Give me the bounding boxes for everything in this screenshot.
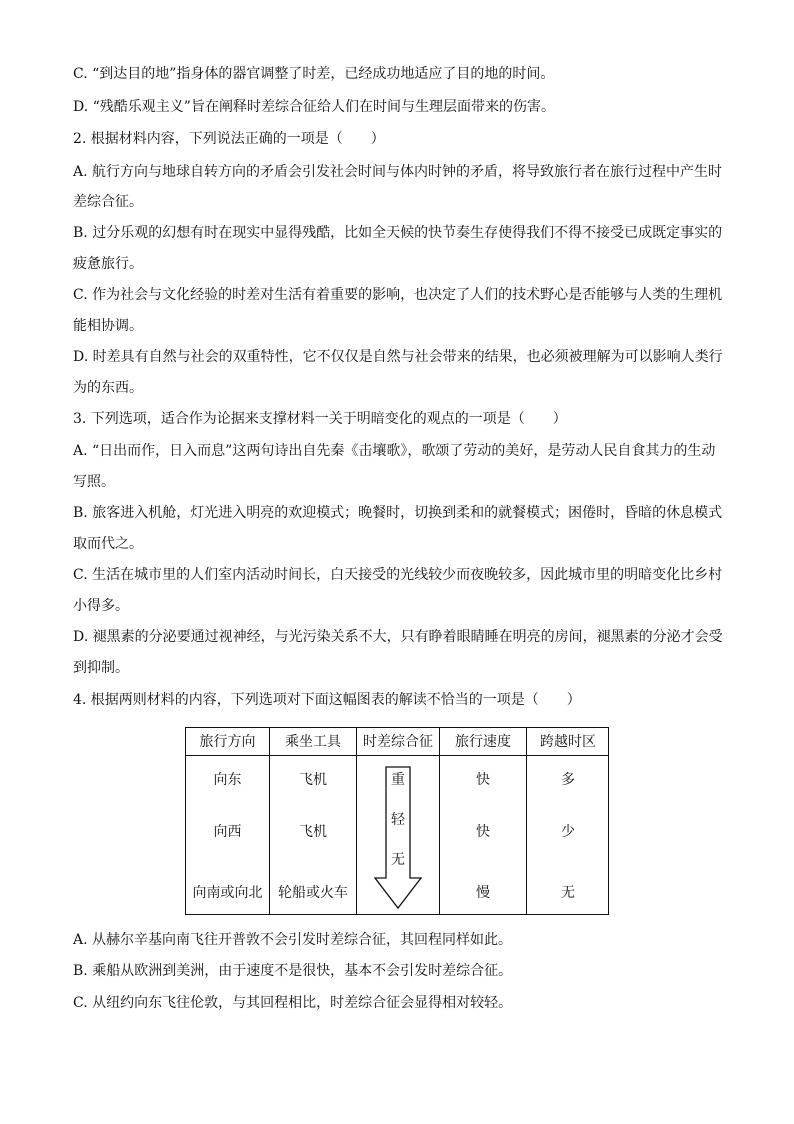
table-cell: 向东 bbox=[213, 772, 242, 788]
text-line: C. “到达目的地”指身体的器官调整了时差，已经成功地适应了目的地的时间。 bbox=[73, 66, 555, 82]
text-line: 差综合征。 bbox=[73, 194, 143, 210]
table-cell: 快 bbox=[476, 824, 490, 840]
text-line: D. 褪黑素的分泌要通过视神经，与光污染关系不大，只有睁着眼睛睡在明亮的房间，褪黑素的分泌才会受 bbox=[73, 629, 723, 645]
table-cell: 轮船或火车 bbox=[278, 885, 348, 901]
question-3: 3. 下列选项，适合作为论据来支撑材料一关于明暗变化的观点的一项是（ ） bbox=[73, 411, 567, 427]
question-2: 2. 根据材料内容，下列说法正确的一项是（ ） bbox=[73, 131, 385, 147]
question-4: 4. 根据两则材料的内容，下列选项对下面这幅图表的解读不恰当的一项是（ ） bbox=[73, 692, 581, 708]
table-cell: 向南或向北 bbox=[192, 885, 263, 901]
table-cell: 快 bbox=[476, 772, 490, 788]
text-line: C. 作为社会与文化经验的时差对生活有着重要的影响，也决定了人们的技术野心是否能够与人类的生理机 bbox=[73, 287, 723, 303]
text-line: 能相协调。 bbox=[73, 318, 143, 334]
jetlag-table bbox=[185, 727, 609, 915]
text-line: D. “残酷乐观主义”旨在阐释时差综合征给人们在时间与生理层面带来的伤害。 bbox=[73, 99, 555, 115]
text-line: 到抑制。 bbox=[73, 660, 129, 676]
option-b: B. 乘船从欧洲到美洲，由于速度不是很快，基本不会引发时差综合征。 bbox=[73, 963, 513, 979]
column-divider bbox=[356, 728, 357, 914]
header-jetlag: 时差综合征 bbox=[363, 734, 433, 750]
option-a: A. 从赫尔辛基向南飞往开普敦不会引发时差综合征，其回程同样如此。 bbox=[73, 932, 513, 948]
header-zones: 跨越时区 bbox=[540, 734, 596, 750]
table-cell: 多 bbox=[561, 772, 575, 788]
text-line: A. 航行方向与地球自转方向的矛盾会引发社会时间与体内时钟的矛盾，将导致旅行者在旅行过程中产生时 bbox=[73, 164, 723, 180]
table-cell: 飞机 bbox=[299, 772, 327, 788]
text-line: D. 时差具有自然与社会的双重特性，它不仅仅是自然与社会带来的结果，也必须被理解为可以影响人类行 bbox=[73, 349, 723, 365]
text-line: 取而代之。 bbox=[73, 536, 143, 552]
text-line: A. “日出而作，日入而息”这两句诗出自先秦《击壤歌》，歌颂了劳动的美好，是劳动人民自食其力的生动 bbox=[73, 443, 716, 459]
option-c: C. 从纽约向东飞往伦敦，与其回程相比，时差综合征会显得相对较轻。 bbox=[73, 995, 513, 1011]
text-line: 疲惫旅行。 bbox=[73, 256, 143, 272]
text-line: 为的东西。 bbox=[73, 380, 143, 396]
text-line: 小得多。 bbox=[73, 598, 129, 614]
arrow-label-none: 无 bbox=[391, 852, 405, 868]
header-vehicle: 乘坐工具 bbox=[285, 734, 341, 750]
table-cell: 向西 bbox=[213, 824, 242, 840]
header-speed: 旅行速度 bbox=[455, 734, 511, 750]
text-line: B. 过分乐观的幻想有时在现实中显得残酷，比如全天候的快节奏生存使得我们不得不接受已成既定事实的 bbox=[73, 225, 723, 241]
arrow-label-light: 轻 bbox=[391, 812, 405, 828]
table-cell: 少 bbox=[561, 824, 575, 840]
arrow-label-heavy: 重 bbox=[391, 772, 405, 788]
header-direction: 旅行方向 bbox=[199, 734, 256, 750]
text-line: C. 生活在城市里的人们室内活动时间长，白天接受的光线较少而夜晚较多，因此城市里的明暗变化比乡村 bbox=[73, 567, 723, 583]
table-cell: 慢 bbox=[476, 885, 490, 901]
table-cell: 无 bbox=[561, 885, 575, 901]
text-line: 写照。 bbox=[73, 474, 115, 490]
table-cell: 飞机 bbox=[299, 824, 327, 840]
text-line: B. 旅客进入机舱，灯光进入明亮的欢迎模式；晚餐时，切换到柔和的就餐模式；困倦时，昏暗的休息模式 bbox=[73, 505, 723, 521]
